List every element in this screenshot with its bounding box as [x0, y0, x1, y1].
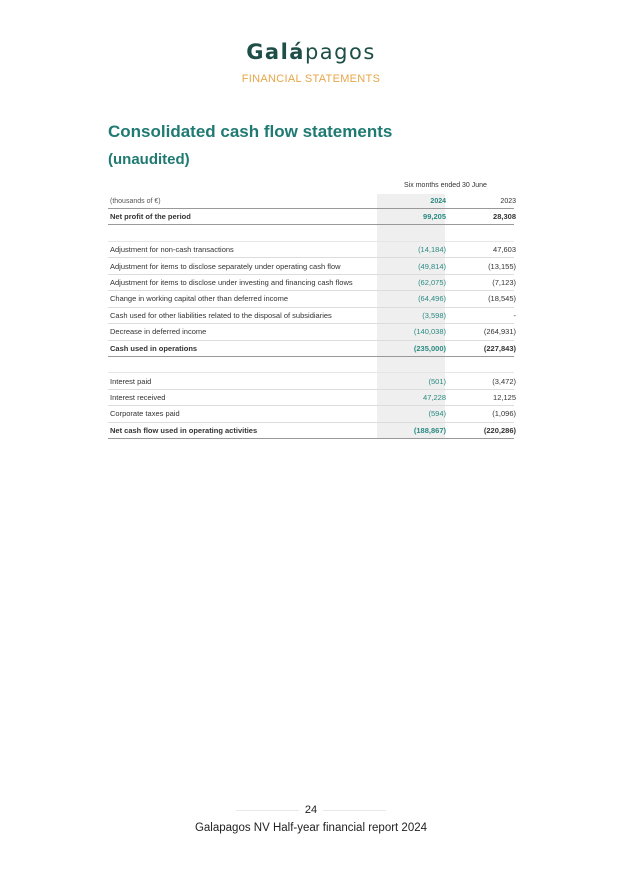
- value-2024: (235,000): [413, 343, 446, 353]
- value-2024: (140,038): [413, 327, 446, 337]
- row-label: Cash used for other liabilities related to the disposal of subsidiaries: [110, 310, 332, 320]
- table-row: [108, 291, 514, 307]
- logo-text-light: pagos: [304, 40, 376, 64]
- table-row: [108, 308, 514, 324]
- value-2024: 99,205: [423, 212, 446, 222]
- value-2023: 47,603: [493, 245, 516, 255]
- value-2024: (594): [428, 409, 446, 419]
- value-2023: (3,472): [492, 376, 516, 386]
- row-label: Adjustment for non-cash transactions: [110, 245, 234, 255]
- cash-flow-table: [108, 194, 514, 439]
- row-label: Cash used in operations: [110, 343, 198, 353]
- value-2024: (188,867): [413, 425, 446, 435]
- table-row: [108, 258, 514, 274]
- table-row: [108, 406, 514, 422]
- report-title: Galapagos NV Half-year financial report 2024: [194, 822, 428, 834]
- value-2023: (13,155): [488, 261, 516, 271]
- table-row: [108, 324, 514, 340]
- value-2023: (7,123): [492, 277, 516, 287]
- page-subtitle: (unaudited): [108, 151, 190, 168]
- row-label: Net profit of the period: [110, 212, 191, 222]
- value-2023: 28,308: [493, 212, 516, 222]
- row-label: Corporate taxes paid: [110, 409, 180, 419]
- page-title: Consolidated cash flow statements: [108, 122, 393, 141]
- value-2024: (501): [428, 376, 446, 386]
- company-logo: [0, 40, 622, 64]
- logo-text-bold: Galá: [246, 40, 305, 64]
- table-row-subtotal: [108, 341, 514, 357]
- row-label: Interest paid: [110, 376, 152, 386]
- table-row-total: [108, 423, 514, 439]
- value-2024: (3,598): [422, 310, 446, 320]
- value-2024: (14,184): [418, 245, 446, 255]
- row-label: Decrease in deferred income: [110, 327, 207, 337]
- value-2024: (62,075): [418, 277, 446, 287]
- period-header: Six months ended 30 June: [404, 182, 487, 189]
- value-2023: (18,545): [488, 294, 516, 304]
- section-label: FINANCIAL STATEMENTS: [241, 73, 381, 85]
- row-label: Adjustment for items to disclose separately under operating cash flow: [110, 261, 341, 271]
- value-2024: (64,496): [418, 294, 446, 304]
- value-2024: (49,814): [418, 261, 446, 271]
- table-spacer-row: [108, 225, 514, 241]
- page-number-text: 24: [299, 804, 323, 816]
- value-2023: 12,125: [493, 393, 516, 403]
- row-label: Net cash flow used in operating activities: [110, 425, 258, 435]
- table-row: [108, 275, 514, 291]
- table-row: [108, 242, 514, 258]
- units-label: (thousands of €): [110, 197, 161, 205]
- value-2023: (1,096): [492, 409, 516, 419]
- page-number: [0, 804, 622, 816]
- value-2023: -: [513, 310, 516, 320]
- table-row: [108, 373, 514, 389]
- value-2024: 47,228: [423, 393, 446, 403]
- value-2023: (220,286): [483, 425, 516, 435]
- table-spacer-row: [108, 357, 514, 373]
- row-label: Interest received: [110, 393, 166, 403]
- column-header-2024: 2024: [430, 197, 446, 205]
- table-row: [108, 209, 514, 225]
- column-header-2023: 2023: [500, 197, 516, 205]
- value-2023: (264,931): [483, 327, 516, 337]
- table-header-row: [108, 194, 514, 209]
- row-label: Adjustment for items to disclose under investing and financing cash flows: [110, 277, 353, 287]
- table-row: [108, 390, 514, 406]
- row-label: Change in working capital other than deferred income: [110, 294, 289, 304]
- value-2023: (227,843): [483, 343, 516, 353]
